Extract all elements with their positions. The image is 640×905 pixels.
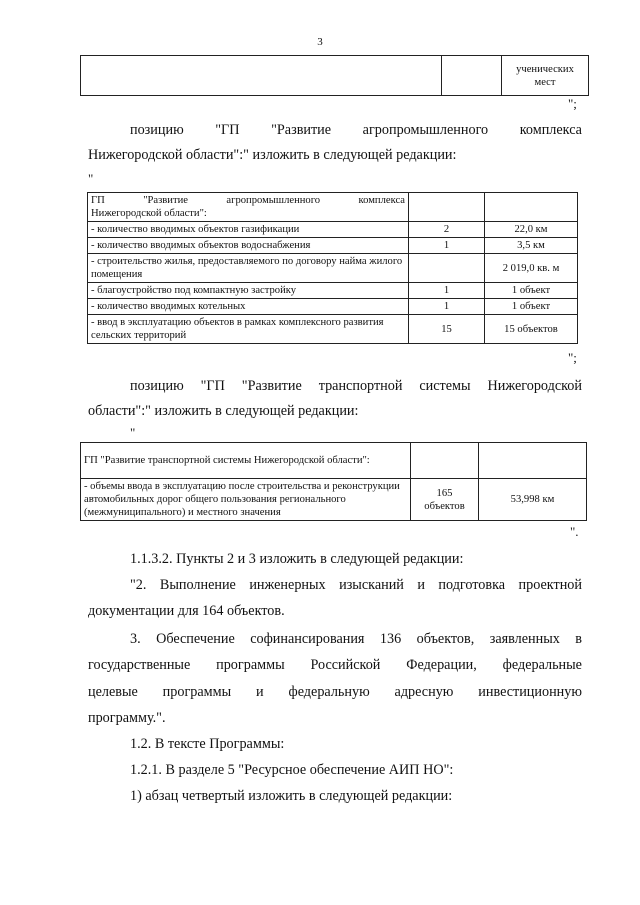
word: Российской (310, 657, 381, 673)
word: комплекса (519, 122, 582, 138)
agro-table-header-row (88, 193, 578, 222)
word: программы (162, 684, 232, 700)
word: Федерации, (406, 657, 477, 673)
word: агропромышленного (362, 122, 489, 138)
item-1-1-3-2: 1.1.3.2. Пункты 2 и 3 изложить в следующей редакции: (130, 551, 464, 567)
row-value: 1 объект (485, 299, 578, 315)
item-3-line3 (88, 683, 582, 701)
item-3-line2 (88, 656, 582, 674)
row-num: 1 (409, 299, 485, 315)
agro-position-line1 (130, 121, 582, 139)
item-1-paragraph-4: 1) абзац четвертый изложить в следующей редакции: (130, 788, 453, 804)
word: агропромышленного (226, 195, 321, 206)
word: федеральную (288, 684, 370, 700)
item-1-2-1: 1.2.1. В разделе 5 "Ресурсное обеспечение АИП НО": (130, 762, 454, 778)
row-value: 22,0 км (485, 222, 578, 238)
item-3-line4: программу.". (88, 710, 166, 726)
transport-position-line2: области":" изложить в следующей редакции: (88, 403, 359, 419)
word: государственные (88, 657, 191, 673)
table-row (88, 222, 578, 238)
word: "Развитие (241, 378, 302, 394)
page-number: 3 (317, 36, 323, 48)
row-value: 1 объект (485, 283, 578, 299)
row-num: 15 (409, 315, 485, 344)
agro-position-line2: Нижегородской области":" изложить в следующей редакции: (88, 147, 457, 163)
word: позицию (130, 122, 184, 138)
closing-quote: "; (568, 350, 577, 365)
word: 136 (379, 631, 402, 647)
word: 3. (130, 631, 141, 647)
agro-table (87, 192, 578, 344)
word: федеральные (502, 657, 582, 673)
word: инженерных (249, 577, 326, 593)
word: софинансирования (250, 631, 365, 647)
word: инвестиционную (478, 684, 582, 700)
row-num (409, 254, 485, 283)
table-row (81, 479, 587, 521)
row-num: 2 (409, 222, 485, 238)
word: ГП (91, 195, 105, 206)
num-line: объектов (424, 500, 465, 512)
word: адресную (394, 684, 454, 700)
agro-table-empty-cell (485, 193, 578, 222)
closing-quote: "; (568, 96, 577, 111)
row-text: - строительство жилья, предоставляемого по договору найма жилого помещения (88, 254, 409, 283)
word: "Развитие (143, 195, 188, 206)
transport-table (80, 442, 587, 521)
transport-table-empty-cell (479, 443, 587, 479)
top-table-empty-cell (81, 56, 442, 96)
word: позицию (130, 378, 184, 394)
word: системы (419, 378, 471, 394)
top-table-empty-cell (442, 56, 502, 96)
word: Обеспечение (156, 631, 235, 647)
table-row (88, 283, 578, 299)
word: транспортной (318, 378, 403, 394)
row-text: - количество вводимых котельных (88, 299, 409, 315)
item-2-line2: документации для 164 объектов. (88, 603, 285, 619)
transport-table-header: ГП "Развитие транспортной системы Нижегородской области": (81, 443, 411, 479)
top-table-fragment (80, 55, 589, 96)
closing-quote: ". (570, 524, 579, 539)
row-value: 53,998 км (479, 479, 587, 521)
row-value: 2 019,0 кв. м (485, 254, 578, 283)
word: и (417, 577, 425, 593)
word: "ГП (200, 378, 225, 394)
row-num: 1 (409, 283, 485, 299)
word: "2. (130, 577, 147, 593)
item-2-line1 (130, 576, 582, 594)
word: целевые (88, 684, 138, 700)
word: "Развитие (271, 122, 332, 138)
row-text: - ввод в эксплуатацию объектов в рамках комплексного развития сельских территорий (88, 315, 409, 344)
word: заявленных (489, 631, 560, 647)
top-table-unit-cell (502, 56, 589, 96)
opening-quote: " (130, 425, 136, 440)
row-value: 3,5 км (485, 238, 578, 254)
word: изысканий (339, 577, 404, 593)
table-row (88, 315, 578, 344)
word: Нижегородской (487, 378, 582, 394)
opening-quote: " (88, 171, 94, 186)
transport-position-line1 (130, 377, 582, 395)
row-num (411, 479, 479, 521)
table-row (88, 254, 578, 283)
transport-table-header-row (81, 443, 587, 479)
item-1-2: 1.2. В тексте Программы: (130, 736, 285, 752)
num-line: 165 (436, 487, 453, 499)
row-text: - благоустройство под компактную застройку (88, 283, 409, 299)
row-text: - количество вводимых объектов водоснабжения (88, 238, 409, 254)
table-row (88, 238, 578, 254)
row-text: - количество вводимых объектов газификации (88, 222, 409, 238)
agro-table-empty-cell (409, 193, 485, 222)
row-num: 1 (409, 238, 485, 254)
word: объектов, (416, 631, 475, 647)
word: подготовка (438, 577, 506, 593)
row-text: - объемы ввода в эксплуатацию после строительства и реконструкции автомобильных дорог общего пользования регионального (межмуниципального) и местного значения (81, 479, 411, 521)
word: программы (216, 657, 285, 673)
word: в (575, 631, 582, 647)
word: проектной (518, 577, 582, 593)
agro-table-header (88, 193, 409, 222)
word: комплекса (358, 195, 405, 206)
transport-table-empty-cell (411, 443, 479, 479)
header-line: Нижегородской области": (91, 208, 207, 219)
unit-line: мест (534, 76, 556, 88)
row-value: 15 объектов (485, 315, 578, 344)
word: Выполнение (159, 577, 236, 593)
unit-line: ученических (516, 63, 574, 75)
table-row (88, 299, 578, 315)
word: "ГП (215, 122, 240, 138)
item-3-line1 (130, 630, 582, 648)
word: и (256, 684, 264, 700)
